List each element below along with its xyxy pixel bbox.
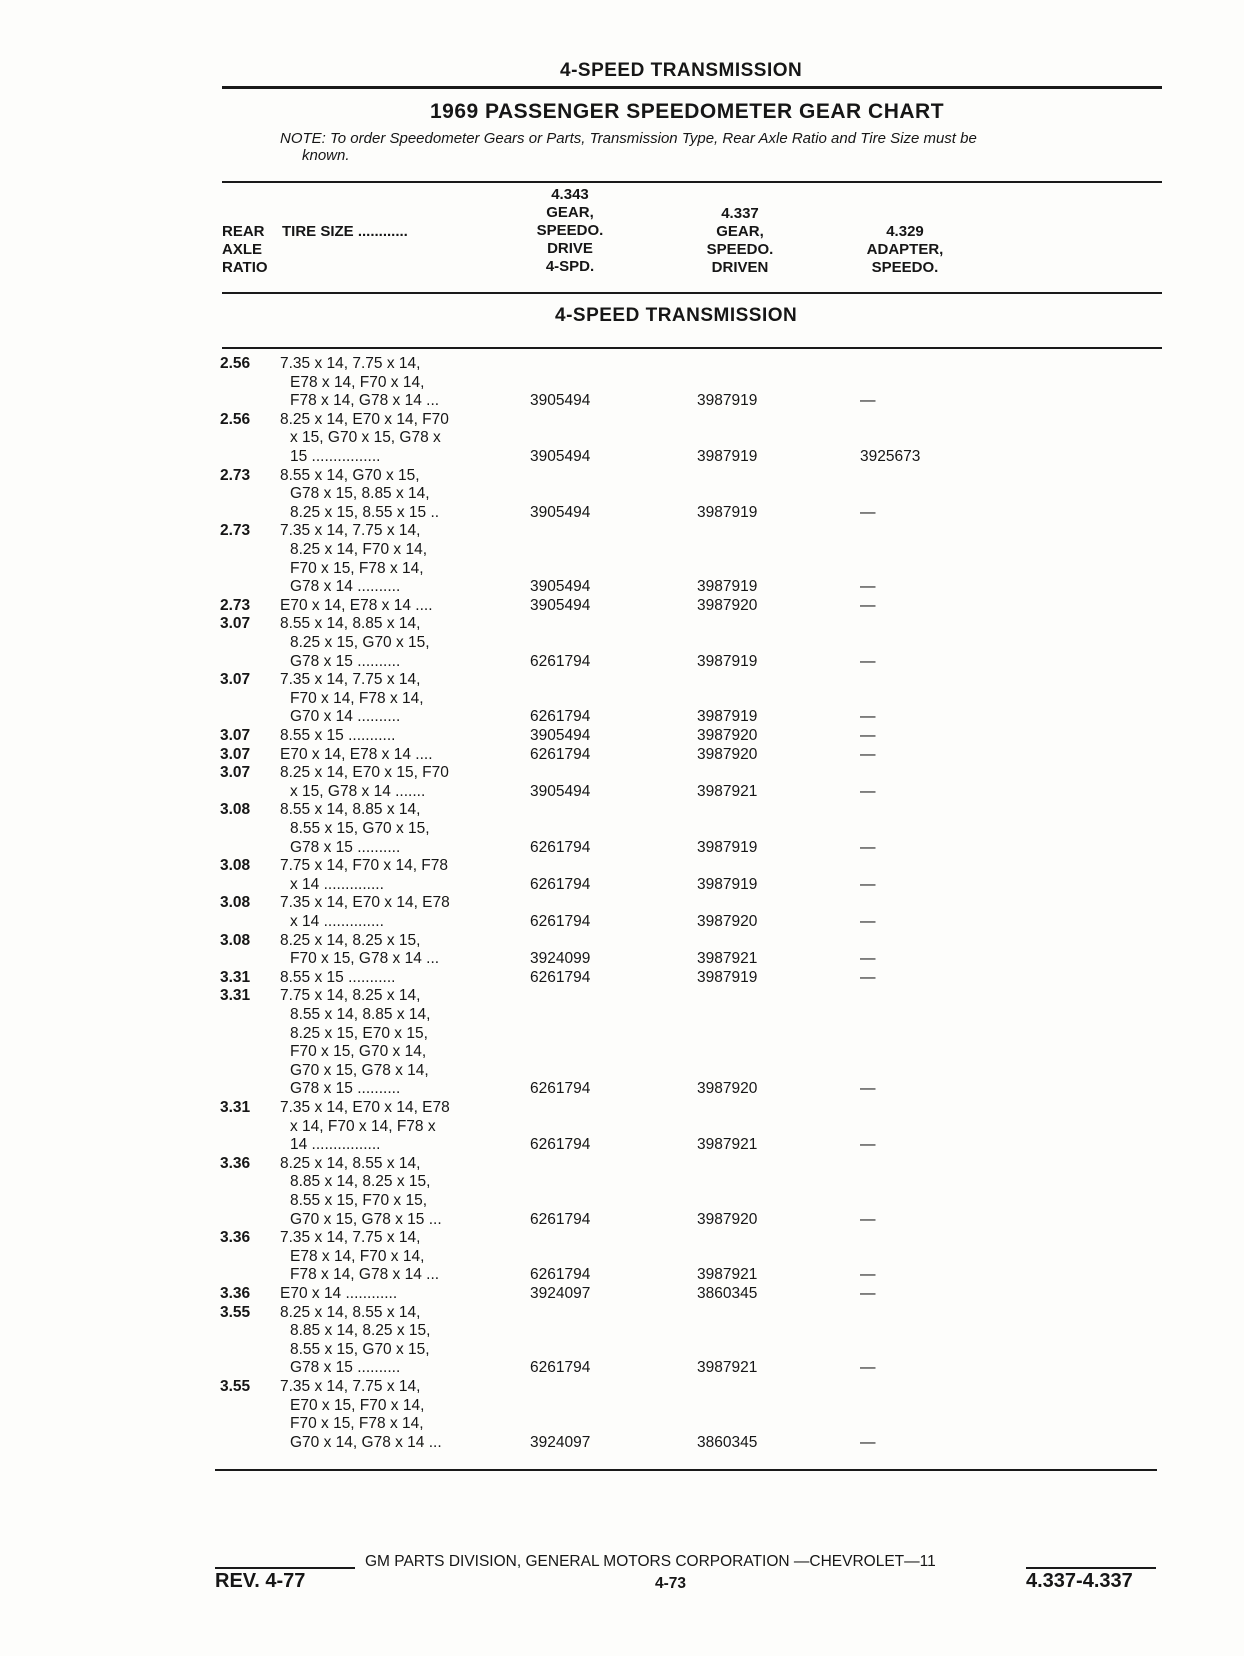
- driven-gear-cell: 3860345: [697, 1285, 758, 1302]
- table-row: [0, 411, 1244, 467]
- driven-gear-cell: 3987919: [697, 392, 758, 410]
- tire-size-line: F70 x 15, F78 x 14,: [290, 559, 424, 577]
- tire-size-line: x 14 ..............: [290, 912, 384, 930]
- driven-gear-cell: 3987919: [697, 875, 758, 893]
- tire-size-cell: [280, 932, 490, 969]
- axle-ratio-cell: 3.55: [220, 1378, 251, 1395]
- tire-size-line: 7.35 x 14, E70 x 14, E78: [280, 1099, 450, 1116]
- tire-size-line: F70 x 14, F78 x 14,: [290, 689, 424, 707]
- axle-ratio-cell: 2.73: [220, 466, 251, 484]
- driven-gear-cell: 3987920: [697, 1080, 758, 1098]
- tire-size-cell: [280, 1155, 490, 1229]
- driven-gear-cell: 3987921: [697, 1359, 758, 1377]
- tire-size-line: 8.25 x 14, E70 x 15, F70: [280, 764, 449, 782]
- axle-ratio-cell: 2.56: [220, 410, 251, 428]
- tire-size-line: G70 x 14, G78 x 14 ...: [290, 1433, 442, 1451]
- adapter-cell: —: [860, 782, 876, 800]
- adapter-cell: —: [860, 652, 876, 670]
- adapter-cell: —: [860, 1080, 876, 1098]
- header-gear-drive: 4.343 GEAR, SPEEDO. DRIVE 4-SPD.: [536, 186, 604, 275]
- section-title: 4-SPEED TRANSMISSION: [560, 60, 803, 81]
- tire-size-line: 8.25 x 15, G70 x 15,: [290, 633, 430, 651]
- tire-size-line: 8.25 x 14, 8.25 x 15,: [280, 931, 421, 949]
- tire-size-cell: [280, 764, 490, 801]
- axle-ratio-cell: 3.07: [220, 745, 251, 763]
- tire-size-line: 8.55 x 14, G70 x 15,: [280, 466, 420, 484]
- axle-ratio-cell: 3.08: [220, 801, 251, 819]
- subsection-rule: [222, 347, 1162, 349]
- driven-gear-cell: 3860345: [697, 1433, 758, 1451]
- table-row: [0, 764, 1244, 801]
- driven-gear-cell: 3987920: [697, 745, 758, 763]
- header-rule: [222, 86, 1162, 89]
- tire-size-line: 8.85 x 14, 8.25 x 15,: [290, 1173, 431, 1191]
- tire-size-line: G78 x 15 ..........: [290, 838, 401, 856]
- adapter-cell: —: [860, 503, 876, 521]
- order-note-continuation: known.: [302, 147, 350, 164]
- drive-gear-cell: 3905494: [530, 578, 591, 596]
- tire-size-line: 8.85 x 14, 8.25 x 15,: [290, 1322, 431, 1340]
- driven-gear-cell: 3987920: [697, 727, 758, 744]
- tire-size-cell: [280, 467, 490, 523]
- table-row: [0, 932, 1244, 969]
- tire-size-cell: [280, 1304, 490, 1378]
- driven-gear-cell: 3987919: [697, 447, 758, 465]
- tire-size-cell: [280, 969, 490, 988]
- table-row: [0, 1155, 1244, 1229]
- adapter-cell: —: [860, 578, 876, 596]
- tire-size-line: 7.35 x 14, 7.75 x 14,: [280, 671, 421, 689]
- header-rear-axle-ratio: REAR AXLE RATIO: [222, 223, 268, 276]
- tire-size-line: E70 x 14 ............: [280, 1285, 398, 1302]
- driven-gear-cell: 3987919: [697, 838, 758, 856]
- table-row: [0, 727, 1244, 746]
- drive-gear-cell: 3905494: [530, 447, 591, 465]
- footer-corporation: GM PARTS DIVISION, GENERAL MOTORS CORPORATION —CHEVROLET—11: [365, 1553, 936, 1570]
- axle-ratio-cell: 3.07: [220, 764, 251, 782]
- tire-size-line: F70 x 15, G70 x 14,: [290, 1043, 427, 1061]
- tire-size-line: 7.35 x 14, 7.75 x 14,: [280, 355, 421, 372]
- axle-ratio-cell: 3.36: [220, 1285, 251, 1302]
- tire-size-line: G70 x 15, G78 x 14,: [290, 1061, 429, 1079]
- tire-size-line: 8.55 x 15 ...........: [280, 968, 396, 986]
- tire-size-cell: [280, 801, 490, 857]
- tire-size-line: G78 x 15 ..........: [290, 652, 401, 670]
- note-rule: [222, 181, 1162, 183]
- drive-gear-cell: 3905494: [530, 727, 591, 744]
- axle-ratio-cell: 3.31: [220, 1099, 251, 1116]
- footer-revision: REV. 4-77: [215, 1570, 306, 1592]
- tire-size-line: 7.35 x 14, 7.75 x 14,: [280, 1378, 421, 1395]
- adapter-cell: —: [860, 912, 876, 930]
- driven-gear-cell: 3987919: [697, 708, 758, 726]
- tire-size-line: 8.55 x 15, F70 x 15,: [290, 1191, 428, 1209]
- tire-size-line: G70 x 15, G78 x 15 ...: [290, 1210, 442, 1228]
- axle-ratio-cell: 3.36: [220, 1229, 251, 1247]
- footer-rule-left: [215, 1567, 355, 1569]
- tire-size-line: x 14 ..............: [290, 875, 384, 893]
- adapter-cell: —: [860, 727, 876, 744]
- axle-ratio-cell: 3.31: [220, 968, 251, 986]
- tire-size-line: x 15, G70 x 15, G78 x: [290, 429, 441, 447]
- driven-gear-cell: 3987920: [697, 596, 758, 614]
- header-tire-size: TIRE SIZE ............: [282, 223, 408, 240]
- adapter-cell: —: [860, 950, 876, 968]
- table-row: [0, 615, 1244, 671]
- drive-gear-cell: 6261794: [530, 912, 591, 930]
- axle-ratio-cell: 2.73: [220, 596, 251, 614]
- driven-gear-cell: 3987921: [697, 782, 758, 800]
- table-row: [0, 355, 1244, 411]
- table-bottom-rule: [215, 1469, 1157, 1471]
- adapter-cell: —: [860, 1359, 876, 1377]
- footer-rule-right: [1026, 1567, 1156, 1569]
- drive-gear-cell: 6261794: [530, 1210, 591, 1228]
- tire-size-cell: [280, 522, 490, 596]
- driven-gear-cell: 3987921: [697, 1266, 758, 1284]
- driven-gear-cell: 3987921: [697, 950, 758, 968]
- driven-gear-cell: 3987920: [697, 912, 758, 930]
- axle-ratio-cell: 3.55: [220, 1303, 251, 1321]
- drive-gear-cell: 6261794: [530, 708, 591, 726]
- tire-size-line: 7.35 x 14, 7.75 x 14,: [280, 522, 421, 540]
- driven-gear-cell: 3987921: [697, 1136, 758, 1154]
- tire-size-line: 8.25 x 14, 8.55 x 14,: [280, 1154, 421, 1172]
- tire-size-line: x 15, G78 x 14 .......: [290, 782, 426, 800]
- tire-size-line: 7.35 x 14, 7.75 x 14,: [280, 1229, 421, 1247]
- axle-ratio-cell: 3.07: [220, 615, 251, 633]
- tire-size-line: F70 x 15, F78 x 14,: [290, 1415, 424, 1433]
- driven-gear-cell: 3987919: [697, 652, 758, 670]
- adapter-cell: —: [860, 745, 876, 763]
- subsection-title: 4-SPEED TRANSMISSION: [555, 305, 798, 326]
- adapter-cell: —: [860, 1210, 876, 1228]
- table-row: [0, 1304, 1244, 1378]
- adapter-cell: —: [860, 1285, 876, 1302]
- adapter-cell: —: [860, 1266, 876, 1284]
- drive-gear-cell: 6261794: [530, 838, 591, 856]
- tire-size-cell: [280, 894, 490, 931]
- tire-size-cell: [280, 615, 490, 671]
- driven-gear-cell: 3987920: [697, 1210, 758, 1228]
- tire-size-line: F78 x 14, G78 x 14 ...: [290, 1266, 440, 1284]
- drive-gear-cell: 3905494: [530, 503, 591, 521]
- tire-size-line: x 14, F70 x 14, F78 x: [290, 1117, 436, 1135]
- drive-gear-cell: 6261794: [530, 1080, 591, 1098]
- drive-gear-cell: 6261794: [530, 1136, 591, 1154]
- axle-ratio-cell: 3.08: [220, 894, 251, 912]
- tire-size-line: 8.25 x 14, E70 x 14, F70: [280, 410, 449, 428]
- tire-size-cell: [280, 1378, 490, 1452]
- tire-size-cell: [280, 355, 490, 411]
- drive-gear-cell: 3905494: [530, 782, 591, 800]
- axle-ratio-cell: 3.07: [220, 671, 251, 689]
- tire-size-line: 8.55 x 14, 8.85 x 14,: [280, 615, 421, 633]
- tire-size-line: 15 ................: [290, 447, 381, 465]
- drive-gear-cell: 3924097: [530, 1285, 591, 1302]
- tire-size-cell: [280, 857, 490, 894]
- footer-page-number: 4-73: [655, 1575, 687, 1592]
- tire-size-cell: [280, 1229, 490, 1285]
- axle-ratio-cell: 2.56: [220, 355, 251, 372]
- table-row: [0, 1378, 1244, 1452]
- table-row: [0, 857, 1244, 894]
- tire-size-line: E70 x 15, F70 x 14,: [290, 1396, 425, 1414]
- footer-group-number: 4.337-4.337: [1026, 1570, 1133, 1592]
- order-note-text: NOTE: To order Speedometer Gears or Parts, Transmission Type, Rear Axle Ratio and Tire Size must be: [280, 130, 977, 147]
- tire-size-line: 7.75 x 14, F70 x 14, F78: [280, 857, 449, 875]
- table-row: [0, 1285, 1244, 1304]
- drive-gear-cell: 6261794: [530, 968, 591, 986]
- adapter-cell: —: [860, 596, 876, 614]
- axle-ratio-cell: 3.07: [220, 727, 251, 744]
- table-row: [0, 1229, 1244, 1285]
- adapter-cell: —: [860, 838, 876, 856]
- tire-size-line: E78 x 14, F70 x 14,: [290, 1247, 425, 1265]
- tire-size-line: G78 x 14 ..........: [290, 578, 401, 596]
- tire-size-line: 8.25 x 14, 8.55 x 14,: [280, 1303, 421, 1321]
- drive-gear-cell: 3924097: [530, 1433, 591, 1451]
- tire-size-line: 7.35 x 14, E70 x 14, E78: [280, 894, 450, 912]
- table-row: [0, 522, 1244, 596]
- drive-gear-cell: 6261794: [530, 652, 591, 670]
- tire-size-line: 8.55 x 15 ...........: [280, 727, 396, 744]
- axle-ratio-cell: 2.73: [220, 522, 251, 540]
- adapter-cell: —: [860, 875, 876, 893]
- drive-gear-cell: 3924099: [530, 950, 591, 968]
- adapter-cell: —: [860, 968, 876, 986]
- column-header-rule: [222, 292, 1162, 294]
- tire-size-line: 14 ................: [290, 1136, 381, 1154]
- tire-size-cell: [280, 987, 490, 1099]
- table-row: [0, 969, 1244, 988]
- table-row: [0, 467, 1244, 523]
- adapter-cell: —: [860, 708, 876, 726]
- table-row: [0, 597, 1244, 616]
- axle-ratio-cell: 3.08: [220, 931, 251, 949]
- table-row: [0, 671, 1244, 727]
- tire-size-line: G70 x 14 ..........: [290, 708, 401, 726]
- chart-title: 1969 PASSENGER SPEEDOMETER GEAR CHART: [430, 100, 945, 123]
- table-row: [0, 746, 1244, 765]
- tire-size-line: E70 x 14, E78 x 14 ....: [280, 745, 433, 763]
- adapter-cell: —: [860, 1433, 876, 1451]
- tire-size-line: 7.75 x 14, 8.25 x 14,: [280, 987, 421, 1005]
- axle-ratio-cell: 3.36: [220, 1154, 251, 1172]
- tire-size-line: 8.25 x 15, E70 x 15,: [290, 1024, 428, 1042]
- driven-gear-cell: 3987919: [697, 578, 758, 596]
- order-note: [280, 130, 1120, 164]
- header-gear-driven: 4.337 GEAR, SPEEDO. DRIVEN: [706, 205, 774, 276]
- adapter-cell: —: [860, 1136, 876, 1154]
- tire-size-cell: [280, 746, 490, 765]
- drive-gear-cell: 6261794: [530, 875, 591, 893]
- drive-gear-cell: 3905494: [530, 392, 591, 410]
- tire-size-cell: [280, 1285, 490, 1304]
- tire-size-line: 8.25 x 15, 8.55 x 15 ..: [290, 503, 440, 521]
- tire-size-cell: [280, 411, 490, 467]
- tire-size-line: 8.55 x 14, 8.85 x 14,: [280, 801, 421, 819]
- tire-size-cell: [280, 597, 490, 616]
- tire-size-line: 8.55 x 15, G70 x 15,: [290, 819, 430, 837]
- driven-gear-cell: 3987919: [697, 968, 758, 986]
- table-row: [0, 801, 1244, 857]
- tire-size-line: G78 x 15 ..........: [290, 1080, 401, 1098]
- tire-size-cell: [280, 671, 490, 727]
- tire-size-line: E78 x 14, F70 x 14,: [290, 373, 425, 391]
- table-row: [0, 1099, 1244, 1155]
- driven-gear-cell: 3987919: [697, 503, 758, 521]
- adapter-cell: —: [860, 392, 876, 410]
- table-row: [0, 894, 1244, 931]
- drive-gear-cell: 6261794: [530, 1266, 591, 1284]
- axle-ratio-cell: 3.31: [220, 987, 251, 1005]
- tire-size-line: F78 x 14, G78 x 14 ...: [290, 392, 440, 410]
- table-row: [0, 987, 1244, 1099]
- axle-ratio-cell: 3.08: [220, 857, 251, 875]
- tire-size-line: 8.55 x 15, G70 x 15,: [290, 1340, 430, 1358]
- drive-gear-cell: 6261794: [530, 745, 591, 763]
- tire-size-line: F70 x 15, G78 x 14 ...: [290, 950, 440, 968]
- tire-size-line: G78 x 15, 8.85 x 14,: [290, 485, 430, 503]
- tire-size-line: G78 x 15 ..........: [290, 1359, 401, 1377]
- tire-size-line: 8.25 x 14, F70 x 14,: [290, 540, 428, 558]
- header-adapter: 4.329 ADAPTER, SPEEDO.: [866, 223, 944, 276]
- tire-size-line: 8.55 x 14, 8.85 x 14,: [290, 1005, 431, 1023]
- tire-size-cell: [280, 727, 490, 746]
- drive-gear-cell: 6261794: [530, 1359, 591, 1377]
- tire-size-line: E70 x 14, E78 x 14 ....: [280, 596, 433, 614]
- tire-size-cell: [280, 1099, 490, 1155]
- drive-gear-cell: 3905494: [530, 596, 591, 614]
- adapter-cell: 3925673: [860, 447, 921, 465]
